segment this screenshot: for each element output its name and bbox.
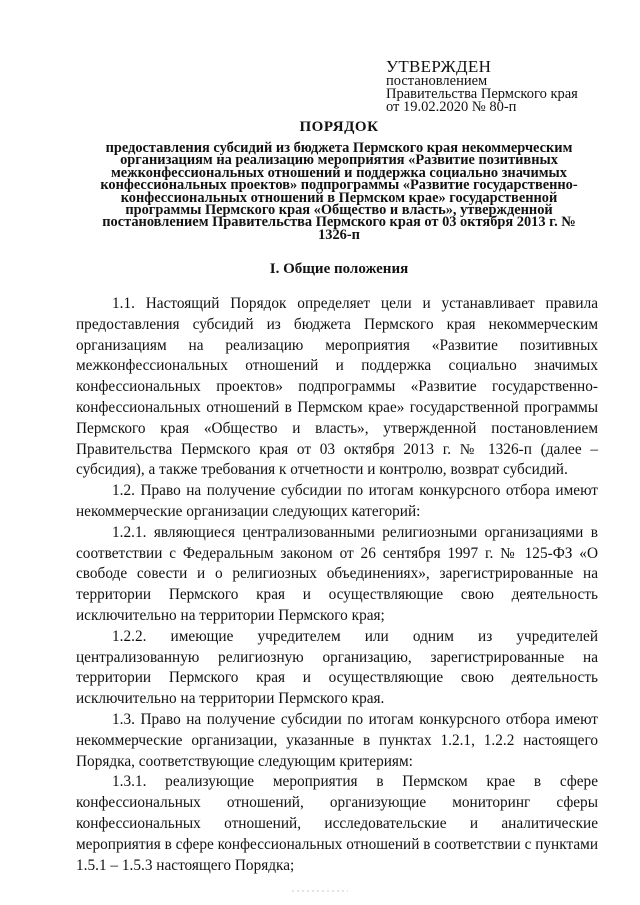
document-title: ПОРЯДОК (299, 119, 379, 135)
document-body (76, 294, 598, 876)
approval-heading: УТВЕРЖДЕН (386, 57, 492, 76)
paragraph-1-2: 1.2. Право на получение субсидии по итогам конкурсного отбора имеют некоммерческие организации следующих категорий: (76, 482, 598, 520)
paragraph-1-1: 1.1. Настоящий Порядок определяет цели и устанавливает правила предоставления субсидий из бюджета Пермского края некоммерческим организациям на реализацию мероприятия «Развитие позитивных межконфессиональных отношений и поддержка социально значимых конфессиональных проектов» подпрограммы «Развитие государственно-конфессиональных отношений в Пермском крае» государственной программы Пермского края «Общество и власть», утвержденной постановлением Правительства Пермского края от 03 октября 2013 г. № 1326-п (далее – субсидия), а также требования к отчетности и контролю, возврат субсидий. (76, 295, 598, 479)
paragraph-1-3-1: 1.3.1. реализующие мероприятия в Пермском крае в сфере конфессиональных отношений, организующие мониторинг сферы конфессиональных отношений, исследовательские и аналитические мероприятия в сфере конфессиональных отношений в соответствии с пунктами 1.5.1 – 1.5.3 настоящего Порядка; (76, 773, 598, 874)
approval-line-decree: постановлением (386, 73, 488, 89)
paragraph-1-3: 1.3. Право на получение субсидии по итогам конкурсного отбора имеют некоммерческие организации, указанные в пунктах 1.2.1, 1.2.2 настоящего Порядка, соответствующие следующим критериям: (76, 710, 598, 770)
approval-line-government: Правительства Пермского края (386, 86, 578, 102)
approval-stamp-block (386, 58, 626, 114)
document-subtitle: предоставления субсидий из бюджета Пермского края некоммерческим организациям на реализацию мероприятия «Развитие позитивных межконфессиональных отношений и поддержка социально значимых конфессиональных проектов» подпрограммы «Развитие государственно-конфессиональных отношений в Пермском крае» государственной программы Пермского края «Общество и власть», утвержденной постановлением Правительства Пермского края от 03 октября 2013 г. № 1326-п (100, 140, 578, 243)
paragraph-1-2-2: 1.2.2. имеющие учредителем или одним из учредителей централизованную религиозную организацию, зарегистрированные на территории Пермского края и осуществляющие свою деятельность исключительно на территории Пермского края. (76, 627, 598, 708)
paragraph-1-2-1: 1.2.1. являющиеся централизованными религиозными организациями в соответствии с Федеральным законом от 26 сентября 1997 г. № 125-ФЗ «О свободе совести и о религиозных объединениях», зарегистрированные на территории Пермского края и осуществляющие свою деятельность исключительно на территории Пермского края; (76, 523, 598, 624)
approval-line-date-number: от 19.02.2020 № 80-п (386, 99, 517, 115)
section-heading: I. Общие положения (269, 261, 409, 277)
scan-artifact (290, 888, 350, 894)
